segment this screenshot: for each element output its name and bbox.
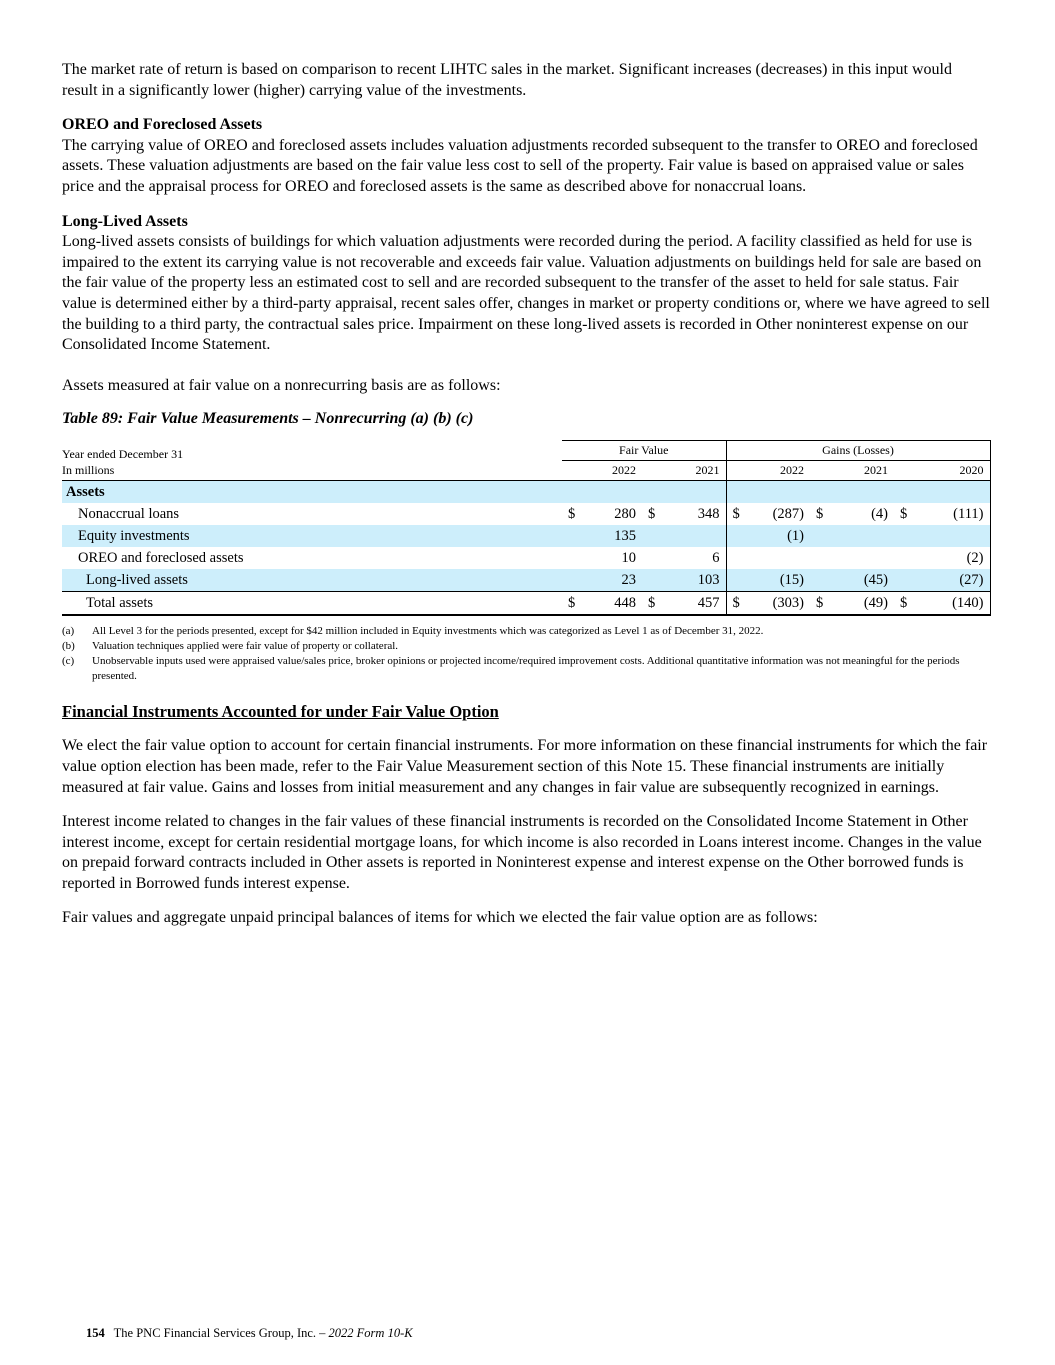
header-gl-2021: 2021	[810, 461, 894, 481]
cell-value	[662, 525, 726, 547]
row-label: OREO and foreclosed assets	[78, 550, 244, 567]
cell-value: 6	[712, 550, 720, 567]
footnotes	[62, 624, 990, 684]
oreo-paragraph: The carrying value of OREO and foreclosed assets includes valuation adjustments recorded subsequent to the transfer to OREO and foreclosed assets. These valuation adjustments are based on the fair value less cost to sell of the property. Fair value is based on appraised value or sales price and the appraisal process for OREO and foreclosed assets is the same as described above for nonaccrual loans.	[62, 136, 978, 195]
currency-symbol	[726, 569, 746, 592]
cell-value: 448	[582, 592, 642, 616]
cell-value: (4)	[871, 506, 888, 523]
cell-value: 135	[582, 525, 642, 547]
lihtc-paragraph: The market rate of return is based on comparison to recent LIHTC sales in the market. Significant increases (decreases) in this input would result in a significantly lower (higher) carrying value of the investments.	[62, 61, 952, 99]
cell-value: (287)	[772, 506, 804, 523]
footer-company: The PNC Financial Services Group, Inc. –	[113, 1326, 326, 1340]
currency-symbol: $	[642, 592, 662, 616]
header-fv-2022: 2022	[562, 461, 642, 481]
currency-symbol	[894, 547, 914, 569]
currency-symbol	[810, 525, 830, 547]
cell-value: 457	[662, 592, 726, 616]
footnote-key: (b)	[62, 640, 75, 653]
currency-symbol	[562, 525, 582, 547]
footer-form: 2022 Form 10-K	[328, 1326, 413, 1340]
table-title: Table 89: Fair Value Measurements – Nonrecurring (a) (b) (c)	[62, 410, 474, 428]
currency-symbol	[726, 547, 746, 569]
header-fair-value: Fair Value	[562, 441, 726, 461]
cell-value: (49)	[830, 592, 894, 616]
page-footer	[86, 1326, 413, 1341]
long-lived-paragraph: Long-lived assets consists of buildings for which valuation adjustments were recorded during the period. A facility classified as held for use is impaired to the extent its carrying value is not recoverable and exceeds fair value. Valuation adjustments on buildings held for sale are based on the fair value of the property less an estimated cost to sell and are recorded subsequent to the transfer of the asset to held for sale status. Fair value is determined either by a third-party appraisal, recent sales offer, changes in market or property conditions or, where we have agreed to sell the building to a third party, the contractual sales price. Impairment on these long-lived assets is recorded in Other noninterest expense on our Consolidated Income Statement.	[62, 233, 990, 354]
cell-value: 103	[662, 569, 726, 592]
row-label-total: Total assets	[62, 592, 562, 616]
currency-symbol: $	[726, 592, 746, 616]
row-label: Nonaccrual loans	[78, 506, 180, 523]
header-in-millions: In millions	[62, 461, 562, 481]
header-gl-2022: 2022	[726, 461, 810, 481]
fvo-paragraph-1: We elect the fair value option to account for certain financial instruments. For more information on these financial instruments for which the fair value option election has been made, refer to the Fair Value Measurement section of this Note 15. These financial instruments are initially measured at fair value. Gains and losses from initial measurement and any changes in fair value are subsequently recognized in earnings.	[62, 737, 988, 796]
currency-symbol: $	[894, 592, 914, 616]
footnote-text: Unobservable inputs used were appraised value/sales price, broker opinions or projected income/required improvement costs. Additional quantitative information was not meaningful for the periods presented.	[92, 655, 960, 683]
footnote-key: (a)	[62, 625, 75, 638]
currency-symbol: $	[810, 592, 830, 616]
cell-value: (2)	[914, 547, 990, 569]
table-intro: Assets measured at fair value on a nonrecurring basis are as follows:	[62, 376, 501, 394]
long-lived-heading: Long-Lived Assets	[62, 212, 188, 230]
cell-value	[914, 525, 990, 547]
header-fv-2021: 2021	[642, 461, 726, 481]
section-assets: Assets	[62, 481, 562, 504]
cell-value: (15)	[746, 569, 810, 592]
row-label: Long-lived assets	[62, 569, 562, 592]
footnote-key: (c)	[62, 655, 75, 668]
cell-value	[830, 547, 894, 569]
cell-value: (27)	[914, 569, 990, 592]
header-gains-losses: Gains (Losses)	[726, 441, 990, 461]
cell-value: (140)	[914, 592, 990, 616]
fair-value-table	[62, 440, 991, 616]
currency-symbol	[562, 569, 582, 592]
footnote-a	[62, 624, 990, 639]
cell-value: 348	[697, 506, 720, 523]
currency-symbol: $	[816, 506, 824, 523]
document-page	[62, 60, 990, 943]
cell-value: (1)	[746, 525, 810, 547]
fvo-paragraph-2: Interest income related to changes in the fair values of these financial instruments is recorded on the Consolidated Income Statement in Other interest income, except for certain residential mortgage loans, for which income is also recorded in Loans interest income. Changes in the value on prepaid forward contracts included in Other assets is reported in Noninterest expense and interest expense on the Other borrowed funds is reported in Borrowed funds interest expense.	[62, 813, 982, 892]
currency-symbol	[810, 569, 830, 592]
header-year-ended: Year ended December 31	[62, 446, 184, 461]
currency-symbol	[642, 569, 662, 592]
cell-value: (45)	[830, 569, 894, 592]
cell-value	[746, 547, 810, 569]
currency-symbol	[726, 525, 746, 547]
page-number: 154	[86, 1326, 105, 1340]
currency-symbol: $	[648, 506, 656, 523]
fvo-heading: Financial Instruments Accounted for under Fair Value Option	[62, 702, 499, 722]
footnote-b	[62, 639, 990, 654]
cell-value: (111)	[914, 503, 990, 525]
cell-value: 10	[621, 550, 636, 567]
cell-value	[830, 525, 894, 547]
currency-symbol	[642, 525, 662, 547]
cell-value: 23	[582, 569, 642, 592]
currency-symbol: $	[900, 506, 908, 523]
oreo-heading: OREO and Foreclosed Assets	[62, 116, 263, 134]
header-gl-2020: 2020	[894, 461, 990, 481]
currency-symbol	[642, 547, 662, 569]
footnote-c	[62, 654, 990, 684]
currency-symbol	[894, 569, 914, 592]
currency-symbol	[894, 525, 914, 547]
currency-symbol: $	[726, 503, 746, 525]
currency-symbol	[810, 547, 830, 569]
cell-value: 280	[614, 506, 636, 523]
currency-symbol: $	[568, 506, 576, 523]
fvo-paragraph-3: Fair values and aggregate unpaid principal balances of items for which we elected the fair value option are as follows:	[62, 909, 818, 927]
footnote-text: Valuation techniques applied were fair value of property or collateral.	[92, 640, 399, 653]
cell-value: (303)	[746, 592, 810, 616]
footnote-text: All Level 3 for the periods presented, except for $42 million included in Equity investments which was categorized as Level 1 as of December 31, 2022.	[92, 625, 764, 638]
currency-symbol	[562, 547, 582, 569]
currency-symbol: $	[562, 592, 582, 616]
row-label: Equity investments	[62, 525, 562, 547]
